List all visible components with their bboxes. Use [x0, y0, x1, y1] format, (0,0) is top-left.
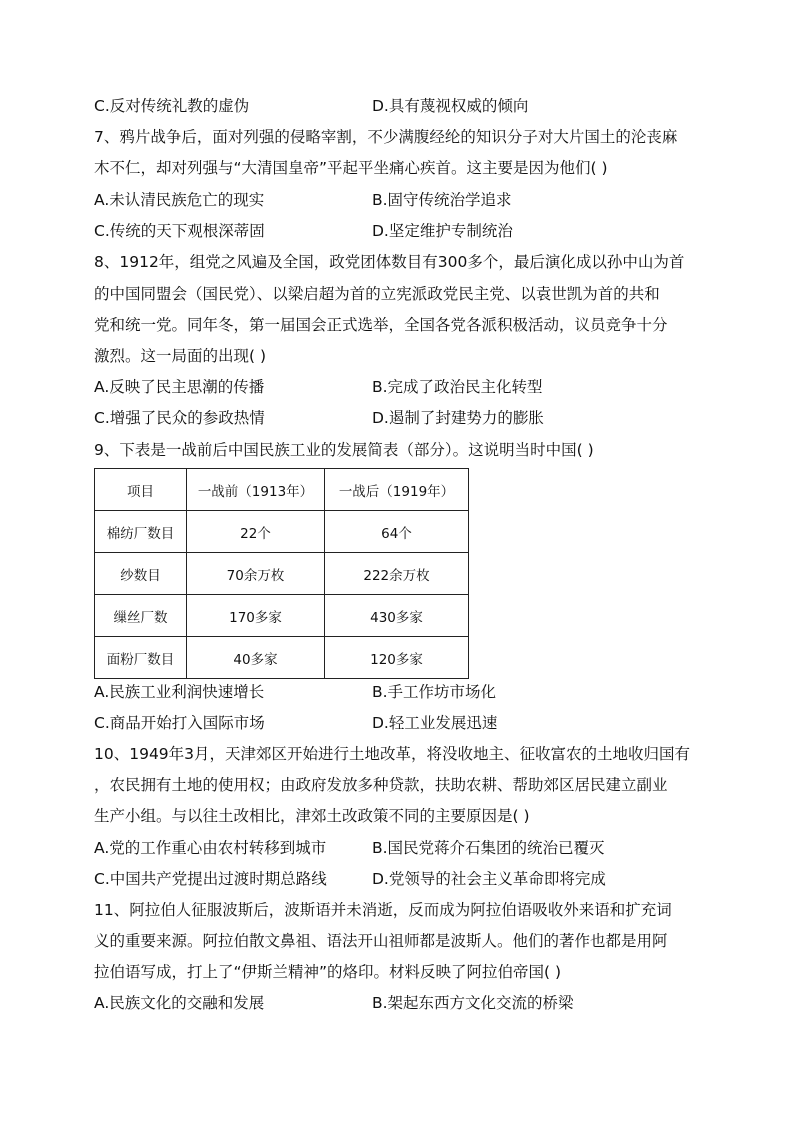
q7-option-d: D.坚定维护专制统治 [372, 222, 513, 240]
q11-option-b: B.架起东西方文化交流的桥梁 [372, 994, 574, 1012]
table-cell: 缫丝厂数 [95, 595, 187, 637]
table-cell: 120多家 [325, 637, 469, 679]
q10-option-c: C.中国共产党提出过渡时期总路线 [94, 870, 327, 888]
table-row [95, 637, 469, 679]
q11-stem-line-1: 11、阿拉伯人征服波斯后，波斯语并未消逝，反而成为阿拉伯语吸收外来语和扩充词 [94, 901, 672, 919]
q8-option-d: D.遏制了封建势力的膨胀 [372, 409, 544, 427]
q10-option-b: B.国民党蒋介石集团的统治已覆灭 [372, 839, 605, 857]
q6-option-d: D.具有蔑视权威的倾向 [372, 97, 529, 115]
q10-stem-line-1: 10、1949年3月，天津郊区开始进行土地改革，将没收地主、征收富农的土地收归国有 [94, 745, 691, 763]
q8-stem-line-2: 的中国同盟会（国民党）、以梁启超为首的立宪派政党民主党、以袁世凯为首的共和 [94, 285, 660, 303]
q7-option-b: B.固守传统治学追求 [372, 191, 512, 209]
q7-option-a: A.未认清民族危亡的现实 [94, 191, 265, 209]
table-cell: 面粉厂数目 [95, 637, 187, 679]
table-cell: 40多家 [187, 637, 325, 679]
table-row [95, 511, 469, 553]
q9-stem-line-1: 9、下表是一战前后中国民族工业的发展简表（部分）。这说明当时中国( ) [94, 441, 594, 459]
q11-option-a: A.民族文化的交融和发展 [94, 994, 265, 1012]
table-row [95, 595, 469, 637]
table-cell: 430多家 [325, 595, 469, 637]
table-cell: 棉纺厂数目 [95, 511, 187, 553]
q8-option-c: C.增强了民众的参政热情 [94, 409, 265, 427]
q8-stem-line-4: 激烈。这一局面的出现( ) [94, 347, 267, 365]
table-cell: 22个 [187, 511, 325, 553]
table-cell: 64个 [325, 511, 469, 553]
q10-stem-line-3: 生产小组。与以往土改相比，津郊土改政策不同的主要原因是( ) [94, 807, 530, 825]
q10-option-d: D.党领导的社会主义革命即将完成 [372, 870, 606, 888]
q9-option-c: C.商品开始打入国际市场 [94, 714, 265, 732]
table-header-cell: 一战后（1919年） [325, 469, 469, 511]
q9-option-b: B.手工作坊市场化 [372, 683, 497, 701]
q7-stem-line-1: 7、鸦片战争后，面对列强的侵略宰割，不少满腹经纶的知识分子对大片国土的沦丧麻 [94, 128, 678, 146]
table-cell: 纱数目 [95, 553, 187, 595]
table-row [95, 553, 469, 595]
industry-table [94, 468, 469, 679]
table-cell: 222余万枚 [325, 553, 469, 595]
q11-stem-line-2: 义的重要来源。阿拉伯散文鼻祖、语法开山祖师都是波斯人。他们的著作也都是用阿 [94, 932, 668, 950]
table-header-row [95, 469, 469, 511]
q7-option-c: C.传统的天下观根深蒂固 [94, 222, 265, 240]
q6-option-c: C.反对传统礼教的虚伪 [94, 97, 250, 115]
q10-option-a: A.党的工作重心由农村转移到城市 [94, 839, 327, 857]
q9-option-a: A.民族工业利润快速增长 [94, 683, 265, 701]
q11-stem-line-3: 拉伯语写成，打上了“伊斯兰精神”的烙印。材料反映了阿拉伯帝国( ) [94, 963, 562, 981]
q7-stem-line-2: 木不仁，却对列强与“大清国皇帝”平起平坐痛心疾首。这主要是因为他们( ) [94, 159, 608, 177]
table-cell: 170多家 [187, 595, 325, 637]
q8-option-a: A.反映了民主思潮的传播 [94, 378, 265, 396]
q8-stem-line-1: 8、1912年，组党之风遍及全国，政党团体数目有300多个，最后演化成以孙中山为首 [94, 253, 685, 271]
q9-option-d: D.轻工业发展迅速 [372, 714, 498, 732]
table-cell: 70余万枚 [187, 553, 325, 595]
q10-stem-line-2: ，农民拥有土地的使用权；由政府发放多种贷款，扶助农耕、帮助郊区居民建立副业 [94, 776, 668, 794]
table-header-cell: 项目 [95, 469, 187, 511]
q8-stem-line-3: 党和统一党。同年冬，第一届国会正式选举，全国各党各派积极活动，议员竞争十分 [94, 316, 668, 334]
q8-option-b: B.完成了政治民主化转型 [372, 378, 543, 396]
table-header-cell: 一战前（1913年） [187, 469, 325, 511]
